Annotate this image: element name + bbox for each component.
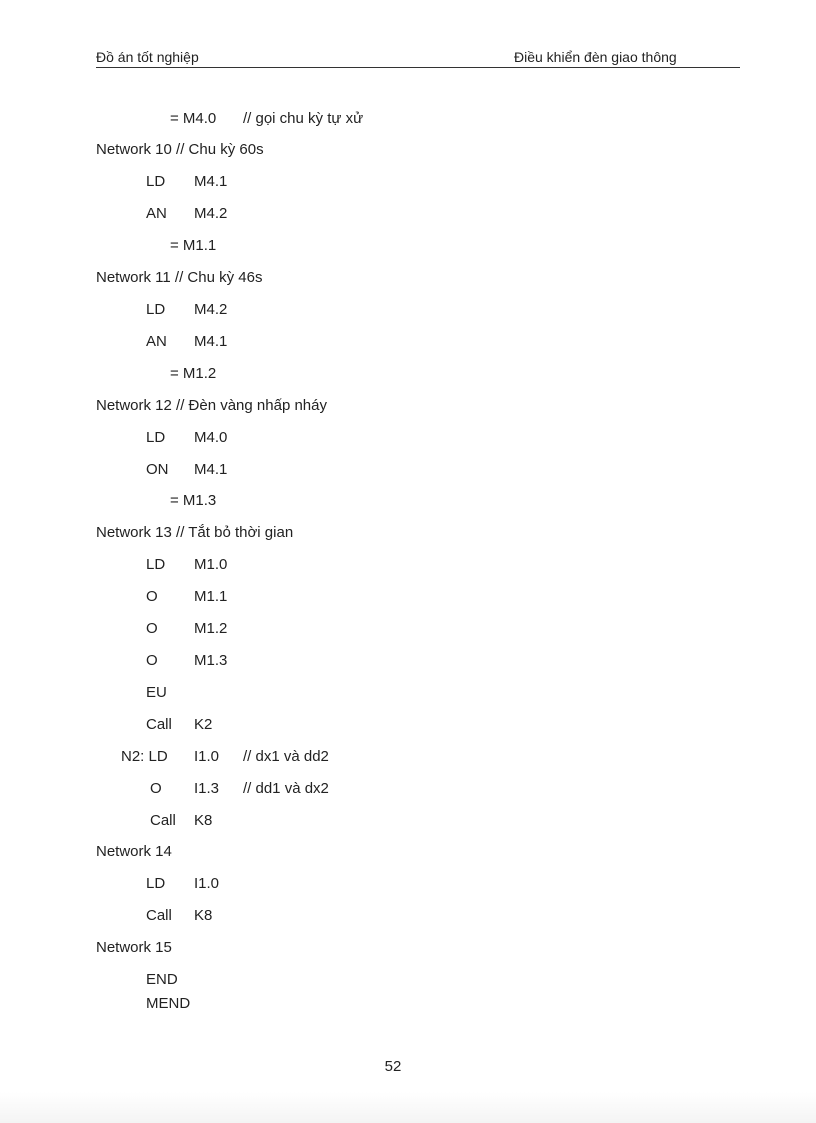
instruction: = M1.3: [170, 492, 217, 509]
code-line: [0, 780, 816, 798]
instruction: O: [146, 588, 158, 605]
instruction: EU: [146, 684, 167, 701]
code-comment: // dd1 và dx2: [243, 780, 329, 797]
code-comment: // gọi chu kỳ tự xử: [243, 110, 364, 127]
code-line: [0, 907, 816, 925]
operand: K2: [194, 716, 213, 733]
header-chapter-title: Điều khiển đèn giao thông: [514, 49, 677, 65]
operand: M4.1: [194, 461, 228, 478]
instruction: LD: [146, 556, 166, 573]
operand: M4.2: [194, 205, 228, 222]
operand: K8: [194, 812, 213, 829]
code-line: [0, 588, 816, 606]
code-comment: // dx1 và dd2: [243, 748, 329, 765]
code-line: [0, 173, 816, 191]
code-line: [0, 461, 816, 479]
operand: M4.1: [194, 173, 228, 190]
instruction: Call: [146, 907, 172, 924]
instruction: = M1.1: [170, 237, 217, 254]
operand: I1.0: [194, 875, 220, 892]
network-heading: [0, 939, 816, 957]
network-heading: [0, 524, 816, 542]
instruction: LD: [146, 875, 166, 892]
code-line: [0, 301, 816, 319]
operand: M4.1: [194, 333, 228, 350]
instruction: END: [146, 971, 178, 988]
operand: M4.2: [194, 301, 228, 318]
header-document-title: Đồ án tốt nghiệp: [96, 49, 199, 65]
network-title: Network 11 // Chu kỳ 46s: [96, 269, 263, 286]
operand: M1.1: [194, 588, 228, 605]
code-line: [0, 995, 816, 1013]
instruction: LD: [146, 301, 166, 318]
operand: K8: [194, 907, 213, 924]
code-line: [0, 333, 816, 351]
code-line: [0, 492, 816, 510]
code-line: [0, 748, 816, 766]
operand: M1.2: [194, 620, 228, 637]
instruction: O: [146, 620, 158, 637]
network-heading: [0, 843, 816, 861]
operand: I1.0: [194, 748, 220, 765]
network-title: Network 12 // Đèn vàng nhấp nháy: [96, 397, 327, 414]
code-line: [0, 812, 816, 830]
code-line: [0, 556, 816, 574]
instruction: = M1.2: [170, 365, 217, 382]
page-number: 52: [384, 1058, 402, 1075]
code-line: [0, 365, 816, 383]
network-heading: [0, 141, 816, 159]
operand: M1.0: [194, 556, 228, 573]
instruction: AN: [146, 333, 167, 350]
instruction: N2: LD: [121, 748, 168, 765]
network-title: Network 10 // Chu kỳ 60s: [96, 141, 264, 158]
network-heading: [0, 269, 816, 287]
code-line: [0, 652, 816, 670]
code-line: [0, 429, 816, 447]
instruction: O: [146, 652, 158, 669]
instruction: = M4.0: [170, 110, 217, 127]
code-line: [0, 716, 816, 734]
code-line: [0, 684, 816, 702]
operand: M1.3: [194, 652, 228, 669]
network-heading: [0, 397, 816, 415]
code-line: [0, 875, 816, 893]
network-title: Network 13 // Tắt bỏ thời gian: [96, 524, 294, 541]
instruction: Call: [150, 812, 176, 829]
operand: M4.0: [194, 429, 228, 446]
code-line: [0, 971, 816, 989]
page-bottom-edge: [0, 1092, 816, 1123]
network-title: Network 14: [96, 843, 172, 860]
code-line: [0, 205, 816, 223]
instruction: O: [150, 780, 162, 797]
instruction: ON: [146, 461, 169, 478]
instruction: Call: [146, 716, 172, 733]
instruction: LD: [146, 173, 166, 190]
operand: I1.3: [194, 780, 220, 797]
code-line: [0, 237, 816, 255]
network-title: Network 15: [96, 939, 172, 956]
code-line: [0, 110, 816, 128]
instruction: AN: [146, 205, 167, 222]
code-line: [0, 620, 816, 638]
instruction: MEND: [146, 995, 191, 1012]
instruction: LD: [146, 429, 166, 446]
